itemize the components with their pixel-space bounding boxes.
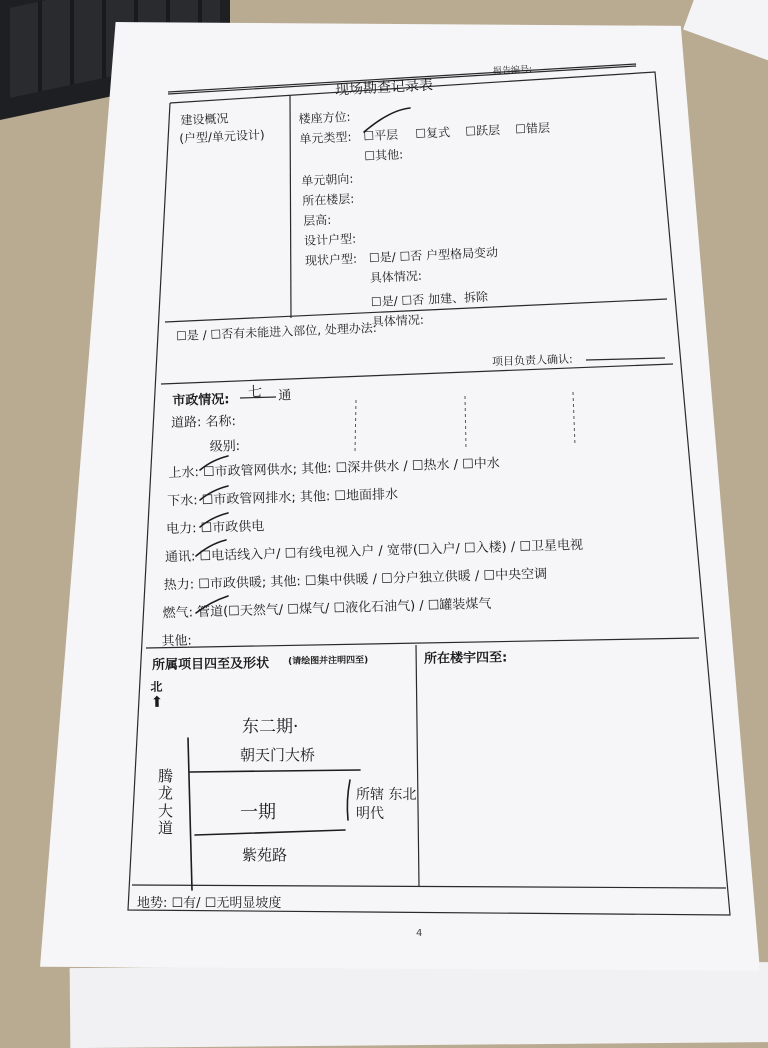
- duplex-checkbox[interactable]: ☐复式: [415, 125, 451, 141]
- boundary-note: (请绘图并注明四至): [287, 655, 369, 667]
- orientation-label: 楼座方位:: [298, 109, 351, 127]
- split-level-checkbox[interactable]: ☐错层: [514, 120, 551, 137]
- power-row[interactable]: 电力: ☐市政供电: [165, 519, 265, 538]
- layout-change-options[interactable]: ☐是/ ☐否 户型格局变动: [368, 245, 499, 266]
- building-boundary-title: 所在楼宇四至:: [423, 650, 508, 667]
- manager-confirm-label: 项目负责人确认:: [491, 352, 573, 369]
- terrain-row[interactable]: 地势: ☐有/ ☐无明显坡度: [137, 896, 282, 911]
- sketch-west-text: 腾龙大道: [158, 767, 174, 837]
- municipal-label: 市政情况:: [172, 392, 230, 409]
- gas-row[interactable]: 燃气: 管道(☐天然气/ ☐煤气/ ☐液化石油气) / ☐罐装煤气: [162, 596, 492, 622]
- other-type-checkbox[interactable]: ☐其他:: [363, 147, 404, 164]
- sketch-east-text: 所辖 东北明代: [356, 787, 417, 822]
- sketch-road-north: 朝天门大桥: [240, 746, 316, 764]
- page-title: 现场勘查记录表: [334, 77, 434, 99]
- sketch-center-text: 一期: [240, 802, 276, 823]
- north-label: 北: [150, 679, 163, 694]
- municipal-hand-fill: 七: [247, 384, 263, 401]
- heating-row[interactable]: 热力: ☐市政供暖; 其他: ☐集中供暖 / ☐分户独立供暖 / ☐中央空调: [163, 566, 548, 594]
- water-supply-row[interactable]: 上水: ☐市政管网供水; 其他: ☐深井供水 / ☐热水 / ☐中水: [168, 456, 501, 482]
- unit-type-label: 单元类型:: [299, 129, 352, 147]
- current-type-label: 现状户型:: [304, 251, 358, 269]
- floor-label: 所在楼层:: [301, 191, 355, 209]
- section-building-sublabel: (户型/单元设计): [178, 127, 265, 146]
- detail-label-1: 具体情况:: [369, 268, 423, 286]
- other-utility-row: 其他:: [161, 633, 193, 650]
- boundary-title: 所属项目四至及形状: [151, 656, 270, 673]
- detail-label-2: 具体情况:: [371, 312, 425, 330]
- flat-checkbox[interactable]: ☐平层: [363, 127, 399, 144]
- access-question[interactable]: ☐是 / ☐否有未能进入部位, 处理办法:: [175, 320, 378, 344]
- municipal-suffix: 通: [278, 388, 292, 404]
- sketch-north-text: 东二期·: [242, 717, 299, 737]
- loft-checkbox[interactable]: ☐跃层: [464, 123, 501, 139]
- road-name-label: 道路: 名称:: [170, 414, 237, 431]
- unit-facing-label: 单元朝向:: [301, 171, 354, 189]
- addition-options[interactable]: ☐是/ ☐否 加建、拆除: [370, 289, 489, 310]
- drainage-row[interactable]: 下水: ☐市政管网排水; 其他: ☐地面排水: [167, 487, 399, 510]
- page-number: 4: [416, 928, 423, 939]
- telecom-row[interactable]: 通讯: ☐电话线入户/ ☐有线电视入户 / 宽带(☐入户/ ☐入楼) / ☐卫星电视: [164, 537, 584, 566]
- north-arrow-icon: ⬆: [150, 692, 164, 711]
- section-building-label: 建设概况: [180, 111, 229, 128]
- road-level-label: 级别:: [209, 438, 241, 455]
- sketch-south-text: 紫苑路: [242, 846, 288, 864]
- design-type-label: 设计户型:: [303, 231, 357, 249]
- report-number-label: 报告编号:: [492, 64, 533, 78]
- height-label: 层高:: [302, 212, 332, 229]
